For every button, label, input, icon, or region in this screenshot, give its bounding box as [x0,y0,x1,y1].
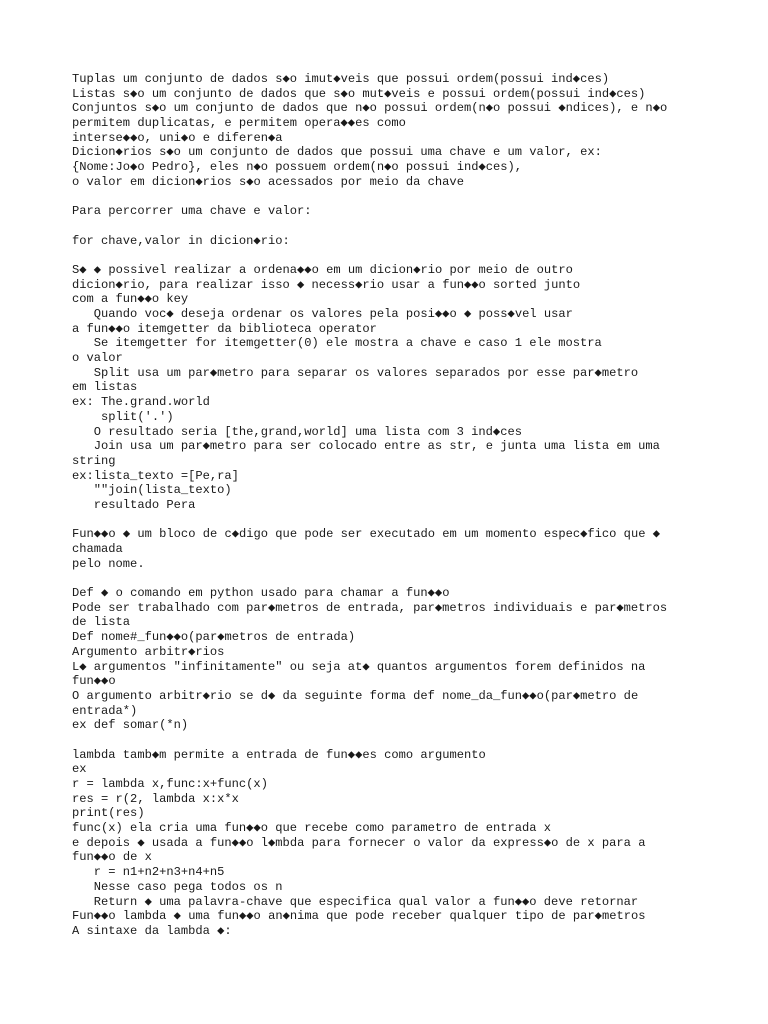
code-line: r = lambda x,func:x+func(x) [72,777,268,791]
text-line: func(x) ela cria uma fun◆◆o que recebe como parametro de entrada x [72,821,552,836]
text-line: de lista [72,615,131,630]
text-line: em listas [72,380,138,395]
blank-line [72,190,712,205]
blank-line [72,513,712,528]
text-line: e depois ◆ usada a fun◆◆o l◆mbda para fornecer o valor da express◆o de x para a [72,835,646,850]
blank-line [72,219,712,234]
text-line: o valor [72,351,123,366]
text-line: entrada*) [72,703,138,718]
text-line: lambda tamb◆m permite a entrada de fun◆◆es como argumento [72,747,486,762]
blank-line [72,571,712,586]
text-line: Def ◆ o comando em python usado para chamar a fun◆◆o [72,586,450,601]
text-line: Tuplas um conjunto de dados s◆o imut◆veis que possui ordem(possui ind◆ces) [72,72,610,86]
text-line: Para percorrer uma chave e valor: [72,204,312,219]
text-line: fun◆◆o de x [72,850,152,865]
document-text [72,72,712,939]
text-line: com a fun◆◆o key [72,292,189,307]
text-line: S◆ ◆ possivel realizar a ordena◆◆o em um dicion◆rio por meio de outro [72,262,573,277]
text-line: o valor em dicion◆rios s◆o acessados por meio da chave [72,174,464,189]
text-line: A sintaxe da lambda ◆: [72,923,232,938]
text-line: pelo nome. [72,556,145,571]
text-line: Fun◆◆o lambda ◆ uma fun◆◆o an◆nima que pode receber qualquer tipo de par◆metros [72,909,646,924]
code-line: Def nome#_fun◆◆o(par◆metros de entrada) [72,630,356,645]
blank-line [72,733,712,748]
text-line: Dicion◆rios s◆o um conjunto de dados que possui uma chave e um valor, ex: [72,145,602,160]
code-line: r = n1+n2+n3+n4+n5 [72,865,225,880]
text-line: L◆ argumentos "infinitamente" ou seja at◆ quantos argumentos forem definidos na [72,659,646,674]
code-line: res = r(2, lambda x:x*x [72,791,239,806]
code-line: split('.') [72,409,174,424]
code-line: for chave,valor in dicion◆rio: [72,233,290,248]
text-line: chamada [72,542,123,556]
text-line: Se itemgetter for itemgetter(0) ele mostra a chave e caso 1 ele mostra [72,336,602,351]
code-line: ex: The.grand.world [72,395,210,410]
code-line: ex def somar(*n) [72,718,189,733]
text-line: {Nome:Jo◆o Pedro}, eles n◆o possuem ordem(n◆o possui ind◆ces), [72,160,523,175]
text-line: Join usa um par◆metro para ser colocado entre as str, e junta uma lista em uma [72,439,660,454]
text-line: Return ◆ uma palavra-chave que especifica qual valor a fun◆◆o deve retornar [72,894,639,909]
text-line: Quando voc◆ deseja ordenar os valores pela posi◆◆o ◆ poss◆vel usar [72,307,573,321]
text-line: fun◆◆o [72,674,116,689]
code-line: ex:lista_texto =[Pe,ra] [72,468,239,483]
blank-line [72,248,712,263]
text-line: resultado Pera [72,497,196,512]
text-line: Conjuntos s◆o um conjunto de dados que n◆o possui ordem(n◆o possui ◆ndices), e n◆o [72,101,668,116]
text-line: O resultado seria [the,grand,world] uma lista com 3 ind◆ces [72,424,522,439]
text-line: Split usa um par◆metro para separar os valores separados por esse par◆metro [72,365,639,380]
text-line: interse◆◆o, uni◆o e diferen◆a [72,130,283,145]
code-line: ""join(lista_texto) [72,483,232,498]
text-line: Listas s◆o um conjunto de dados que s◆o mut◆veis e possui ordem(possui ind◆ces) [72,86,646,101]
text-line: O argumento arbitr◆rio se d◆ da seguinte forma def nome_da_fun◆◆o(par◆metro de [72,688,639,703]
text-line: a fun◆◆o itemgetter da biblioteca operator [72,321,377,336]
text-line: ex [72,762,87,777]
text-line: Fun◆◆o ◆ um bloco de c◆digo que pode ser executado em um momento espec◆fico que ◆ [72,527,660,542]
code-line: print(res) [72,806,145,821]
text-line: Argumento arbitr◆rios [72,644,225,659]
text-line: Pode ser trabalhado com par◆metros de entrada, par◆metros individuais e par◆metros [72,600,668,615]
text-line: permitem duplicatas, e permitem opera◆◆es como [72,116,406,131]
text-line: dicion◆rio, para realizar isso ◆ necess◆rio usar a fun◆◆o sorted junto [72,277,581,292]
text-line: string [72,453,116,468]
text-line: Nesse caso pega todos os n [72,879,283,894]
